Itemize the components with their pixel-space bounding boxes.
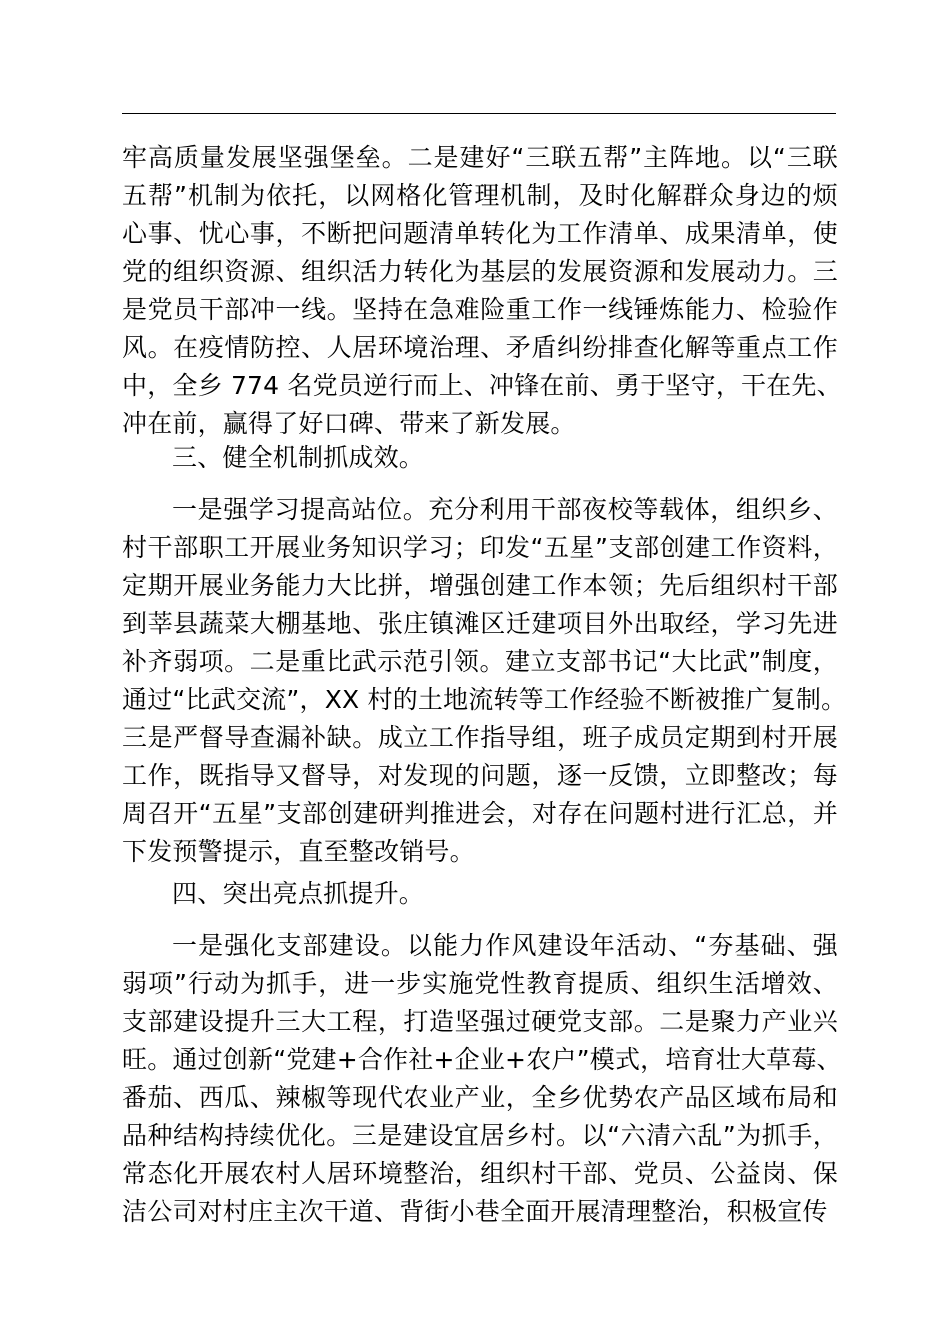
text-line: 一是强学习提高站位。充分利用干部夜校等载体，组织乡、: [172, 495, 838, 524]
text-line: 下发预警提示，直至整改销号。: [122, 837, 475, 866]
text-line: 洁公司对村庄主次干道、背街小巷全面开展清理整治，积极宣传: [122, 1197, 828, 1226]
paragraph: [122, 927, 842, 1231]
section-heading: [122, 439, 838, 477]
text-line: 支部建设提升三大工程，打造坚强过硬党支部。二是聚力产业兴: [122, 1007, 838, 1036]
text-line: 三是严督导查漏补缺。成立工作指导组，班子成员定期到村开展: [122, 723, 838, 752]
text-line: 村干部职工开展业务知识学习；印发“五星”支部创建工作资料，: [122, 533, 838, 562]
text-line: 中，全乡 774 名党员逆行而上、冲锋在前、勇于坚守，干在先、: [122, 371, 842, 400]
text-line: 牢高质量发展坚强堡垒。二是建好“三联五帮”主阵地。以“三联: [122, 143, 838, 172]
header-rule: [122, 113, 836, 114]
text-line: 周召开“五星”支部创建研判推进会，对存在问题村进行汇总，并: [122, 799, 838, 828]
text-line: 工作，既指导又督导，对发现的问题，逐一反馈，立即整改；每: [122, 761, 838, 790]
text-line: 定期开展业务能力大比拼，增强创建工作本领；先后组织村干部: [122, 571, 838, 600]
text-line: 旺。通过创新“党建+合作社+企业+农户”模式，培育壮大草莓、: [122, 1045, 842, 1074]
text-line: 到莘县蔬菜大棚基地、张庄镇滩区迁建项目外出取经，学习先进: [122, 609, 838, 638]
text-line: 三、健全机制抓成效。: [172, 443, 425, 472]
paragraph: [122, 491, 847, 871]
text-line: 通过“比武交流”，XX 村的土地流转等工作经验不断被推广复制。: [122, 685, 847, 714]
text-line: 品种结构持续优化。三是建设宜居乡村。以“六清六乱”为抓手，: [122, 1121, 838, 1150]
text-line: 四、突出亮点抓提升。: [172, 879, 425, 908]
text-line: 一是强化支部建设。以能力作风建设年活动、“夯基础、强: [172, 931, 838, 960]
text-line: 党的组织资源、组织活力转化为基层的发展资源和发展动力。三: [122, 257, 838, 286]
paragraph: [122, 139, 842, 443]
section-heading: [122, 875, 838, 913]
text-line: 冲在前，赢得了好口碑、带来了新发展。: [122, 409, 576, 438]
text-line: 是党员干部冲一线。坚持在急难险重工作一线锤炼能力、检验作: [122, 295, 838, 324]
text-line: 五帮”机制为依托，以网格化管理机制，及时化解群众身边的烦: [122, 181, 838, 210]
text-line: 补齐弱项。二是重比武示范引领。建立支部书记“大比武”制度，: [122, 647, 838, 676]
text-line: 常态化开展农村人居环境整治，组织村干部、党员、公益岗、保: [122, 1159, 838, 1188]
text-line: 弱项”行动为抓手，进一步实施党性教育提质、组织生活增效、: [122, 969, 838, 998]
text-line: 风。在疫情防控、人居环境治理、矛盾纠纷排查化解等重点工作: [122, 333, 838, 362]
text-line: 番茄、西瓜、辣椒等现代农业产业，全乡优势农产品区域布局和: [122, 1083, 838, 1112]
text-line: 心事、忧心事，不断把问题清单转化为工作清单、成果清单，使: [122, 219, 838, 248]
